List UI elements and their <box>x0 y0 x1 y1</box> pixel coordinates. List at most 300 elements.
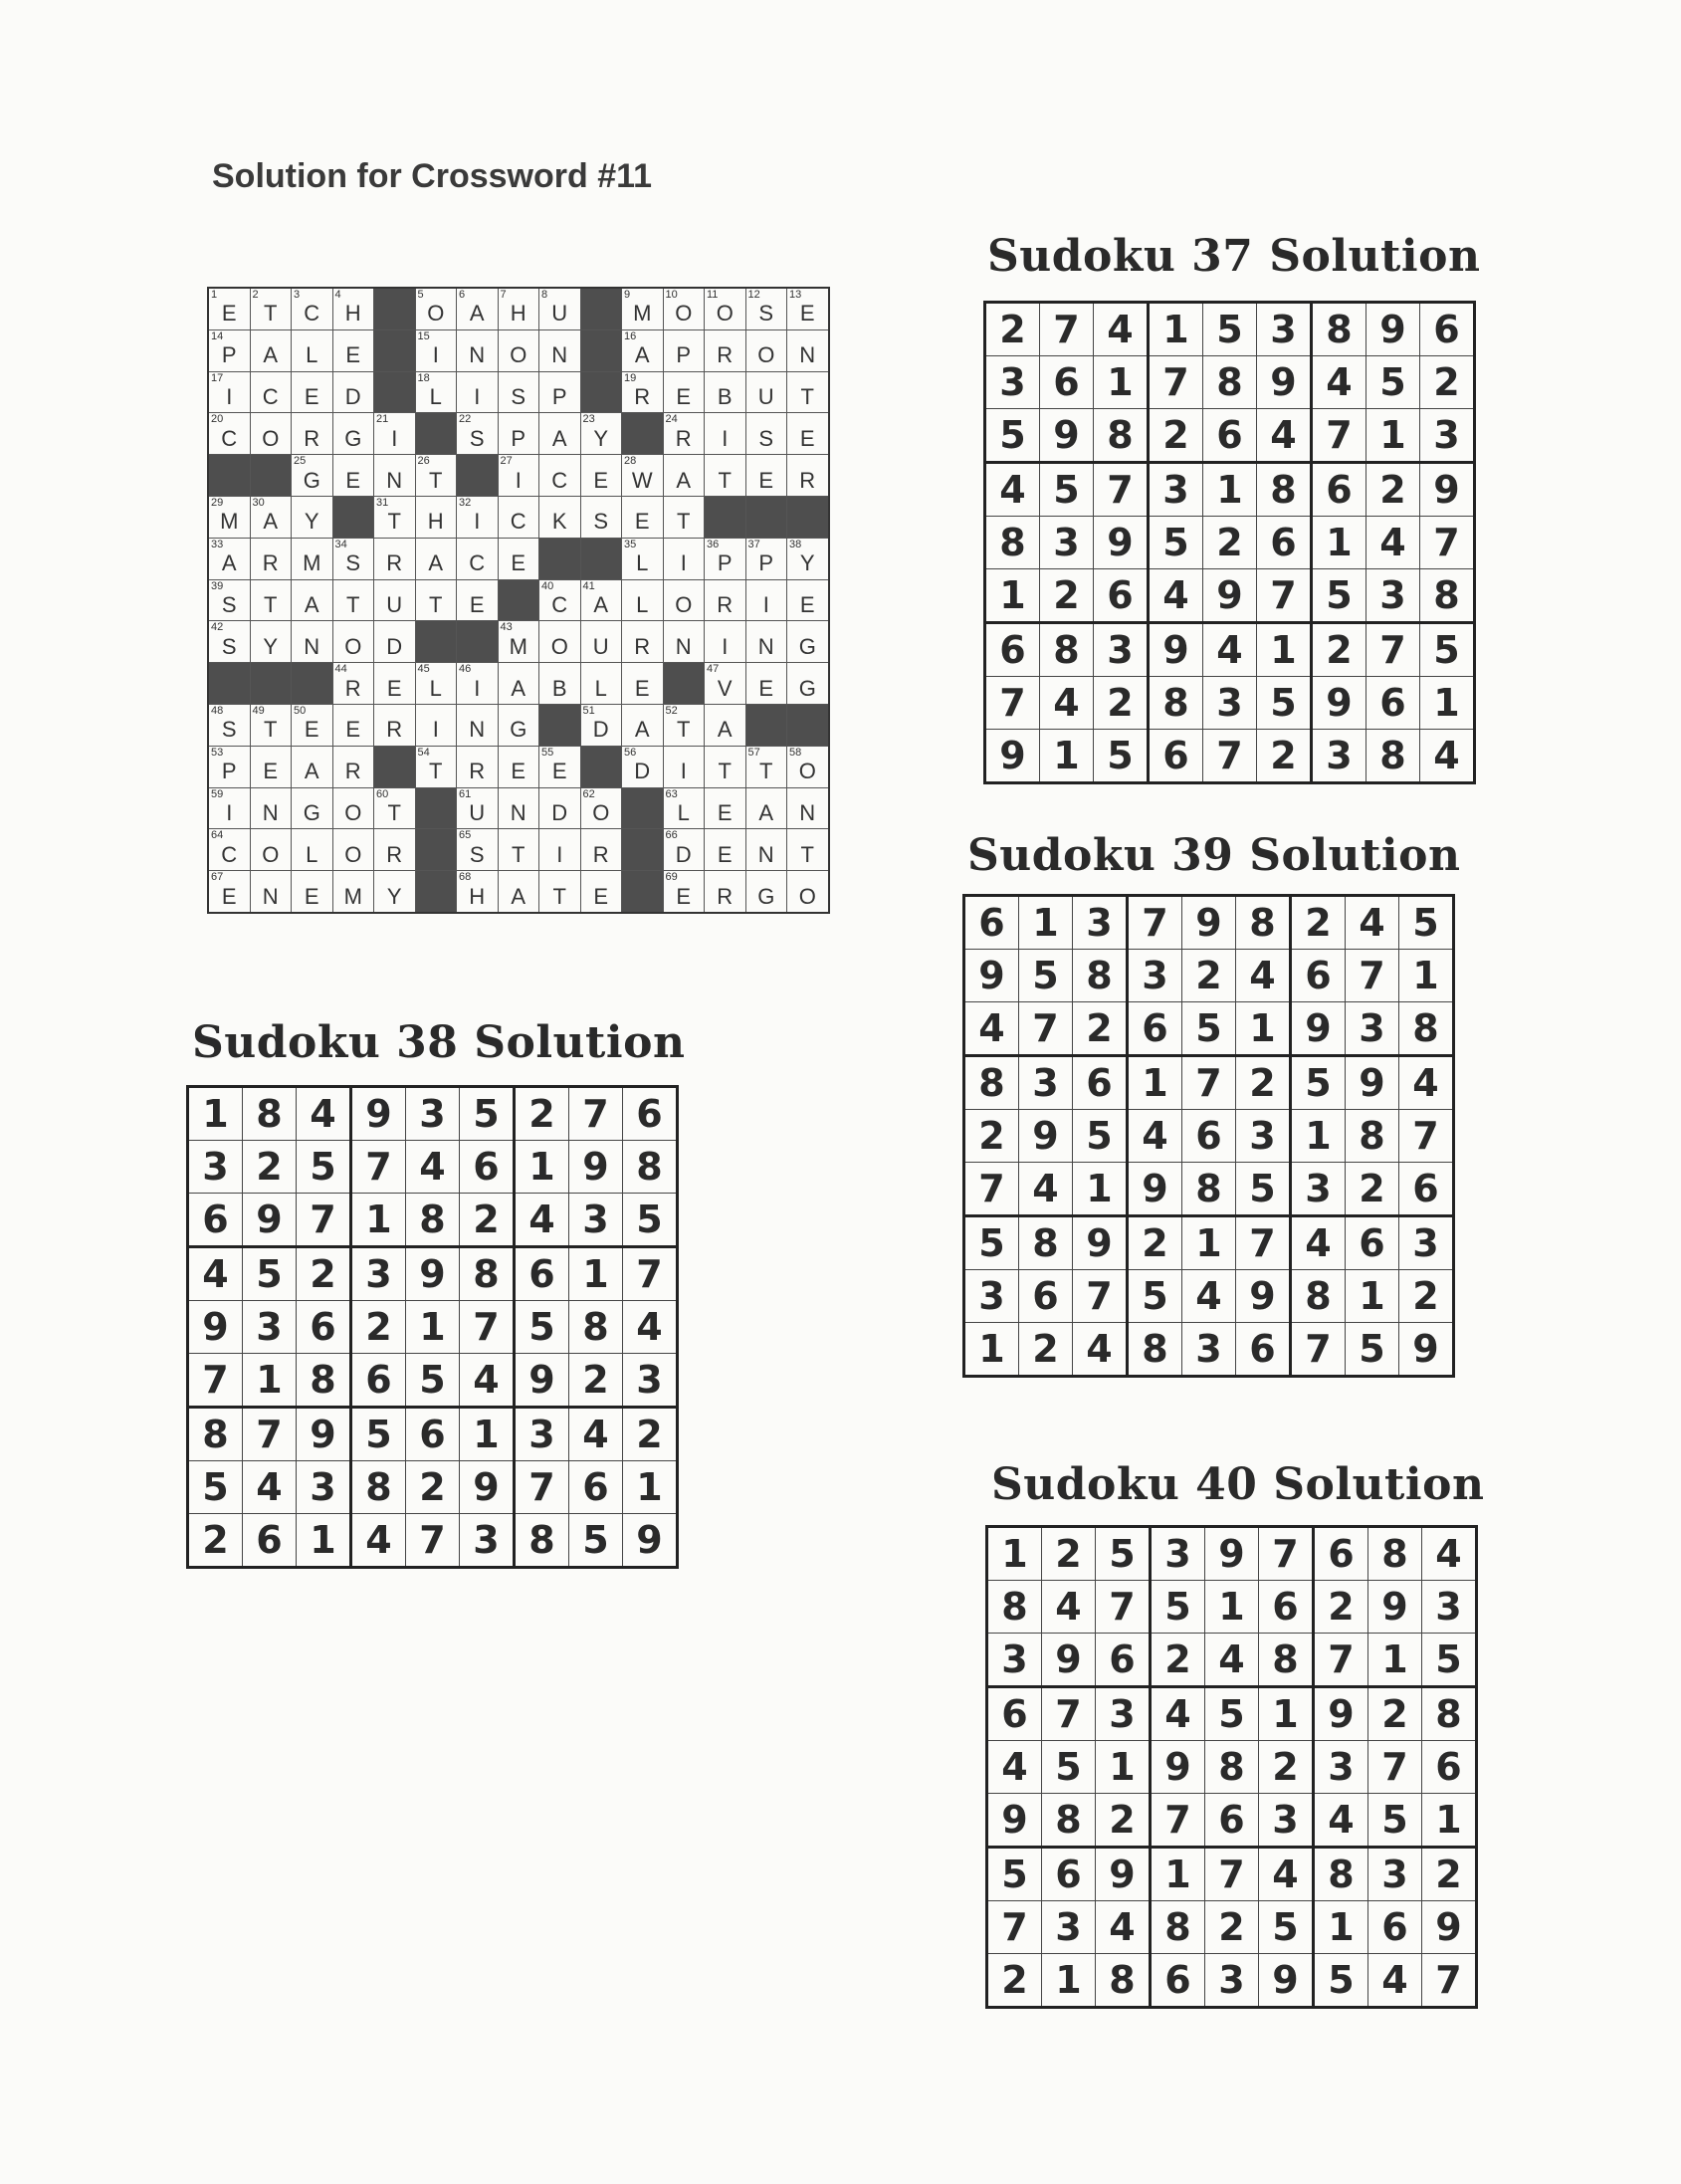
sudoku-row <box>188 1247 678 1301</box>
sudoku-row <box>188 1301 678 1354</box>
sudoku-row <box>188 1141 678 1194</box>
crossword-cell <box>498 329 539 371</box>
sudoku-cell: 4 <box>1019 1163 1073 1216</box>
sudoku-cell: 8 <box>1096 1954 1151 2008</box>
crossword-cell <box>705 371 746 413</box>
crossword-letter: N <box>799 342 816 368</box>
sudoku-cell: 7 <box>1422 1954 1477 2008</box>
sudoku-cell: 8 <box>1420 569 1475 623</box>
sudoku-cell: 8 <box>406 1194 460 1247</box>
crossword-letter: A <box>634 717 650 743</box>
crossword-letter: A <box>511 883 526 909</box>
crossword-cell <box>332 704 374 746</box>
crossword-block <box>208 455 250 497</box>
sudoku-cell: 9 <box>351 1087 406 1141</box>
crossword-letter: R <box>386 717 403 743</box>
crossword-letter: O <box>510 342 527 368</box>
crossword-cell <box>250 413 292 455</box>
crossword-cell <box>787 663 829 705</box>
sudoku-37-title: Sudoku 37 Solution <box>987 231 1481 282</box>
crossword-row <box>208 579 829 621</box>
sudoku-cell: 8 <box>1291 1270 1346 1323</box>
crossword-row <box>208 871 829 913</box>
crossword-clue-number: 9 <box>624 289 631 301</box>
sudoku-cell: 5 <box>1019 950 1073 1002</box>
crossword-cell <box>292 538 333 579</box>
crossword-letter: T <box>387 509 401 535</box>
sudoku-cell: 2 <box>1368 1687 1422 1741</box>
crossword-letter: I <box>722 425 729 451</box>
sudoku-cell: 3 <box>987 1634 1042 1687</box>
crossword-cell <box>745 579 787 621</box>
crossword-cell <box>332 871 374 913</box>
crossword-letter: W <box>631 467 653 493</box>
sudoku-cell: 2 <box>1073 1002 1128 1056</box>
sudoku-cell: 5 <box>243 1247 297 1301</box>
crossword-row <box>208 829 829 871</box>
sudoku-cell: 2 <box>1094 677 1149 730</box>
sudoku-cell: 4 <box>515 1194 569 1247</box>
sudoku-cell: 1 <box>987 1527 1042 1581</box>
sudoku-cell: 8 <box>1257 463 1312 517</box>
sudoku-cell: 7 <box>1312 409 1366 463</box>
sudoku-cell: 2 <box>515 1087 569 1141</box>
crossword-cell <box>539 621 581 663</box>
crossword-letter: E <box>469 591 485 617</box>
sudoku-cell: 7 <box>1420 517 1475 569</box>
crossword-cell <box>208 829 250 871</box>
crossword-letter: L <box>306 342 318 368</box>
crossword-cell <box>705 787 746 829</box>
sudoku-cell: 4 <box>1128 1110 1182 1163</box>
crossword-letter: E <box>717 841 733 867</box>
crossword-letter: E <box>799 425 815 451</box>
sudoku-cell: 1 <box>1314 1901 1368 1954</box>
sudoku-cell: 1 <box>1312 517 1366 569</box>
sudoku-cell: 6 <box>1096 1634 1151 1687</box>
crossword-cell <box>622 663 664 705</box>
crossword-letter: L <box>594 675 607 701</box>
crossword-cell <box>705 538 746 579</box>
sudoku-cell: 9 <box>1096 1848 1151 1901</box>
sudoku-cell: 8 <box>243 1087 297 1141</box>
crossword-cell <box>787 538 829 579</box>
sudoku-cell: 4 <box>1182 1270 1236 1323</box>
sudoku-row <box>987 1634 1477 1687</box>
crossword-block <box>415 621 457 663</box>
crossword-cell <box>498 496 539 538</box>
sudoku-cell: 5 <box>1422 1634 1477 1687</box>
sudoku-cell: 9 <box>297 1408 351 1461</box>
crossword-letter: T <box>718 467 732 493</box>
crossword-cell <box>374 621 416 663</box>
sudoku-cell: 1 <box>351 1194 406 1247</box>
sudoku-cell: 3 <box>1203 677 1257 730</box>
crossword-cell <box>745 455 787 497</box>
crossword-letter: Y <box>386 883 402 909</box>
crossword-cell <box>663 621 705 663</box>
crossword-cell <box>705 579 746 621</box>
crossword-clue-number: 60 <box>376 787 389 800</box>
crossword-cell <box>332 787 374 829</box>
sudoku-cell: 6 <box>569 1461 623 1514</box>
crossword-letter: M <box>303 550 321 576</box>
crossword-row <box>208 371 829 413</box>
sudoku-cell: 5 <box>1420 623 1475 677</box>
sudoku-cell: 8 <box>1312 303 1366 356</box>
sudoku-cell: 1 <box>1040 730 1094 783</box>
crossword-block <box>415 829 457 871</box>
crossword-block <box>292 663 333 705</box>
sudoku-cell: 2 <box>406 1461 460 1514</box>
sudoku-cell: 5 <box>1096 1527 1151 1581</box>
sudoku-cell: 4 <box>1366 517 1420 569</box>
sudoku-row <box>987 1794 1477 1848</box>
crossword-letter: L <box>636 591 649 617</box>
sudoku-cell: 2 <box>1182 950 1236 1002</box>
sudoku-cell: 4 <box>569 1408 623 1461</box>
sudoku-cell: 7 <box>987 1901 1042 1954</box>
crossword-letter: S <box>593 509 609 535</box>
sudoku-cell: 5 <box>515 1301 569 1354</box>
sudoku-cell: 9 <box>1236 1270 1291 1323</box>
crossword-letter: A <box>551 425 567 451</box>
crossword-cell <box>745 538 787 579</box>
sudoku-cell: 7 <box>243 1408 297 1461</box>
sudoku-cell: 7 <box>460 1301 515 1354</box>
crossword-cell <box>457 496 499 538</box>
crossword-clue-number: 15 <box>417 329 430 342</box>
crossword-letter: E <box>221 301 237 327</box>
crossword-cell <box>498 538 539 579</box>
sudoku-cell: 4 <box>1094 303 1149 356</box>
crossword-letter: D <box>634 759 651 784</box>
sudoku-40-grid <box>985 1525 1478 2009</box>
crossword-letter: A <box>717 717 733 743</box>
crossword-letter: P <box>717 550 733 576</box>
sudoku-cell: 2 <box>1257 730 1312 783</box>
sudoku-cell: 7 <box>1042 1687 1096 1741</box>
crossword-clue-number: 59 <box>211 787 224 800</box>
sudoku-cell: 1 <box>964 1323 1019 1377</box>
crossword-cell <box>415 746 457 787</box>
sudoku-cell: 6 <box>188 1194 243 1247</box>
sudoku-cell: 8 <box>1422 1687 1477 1741</box>
crossword-letter: E <box>634 509 650 535</box>
sudoku-row <box>987 1901 1477 1954</box>
crossword-letter: G <box>303 467 320 493</box>
sudoku-cell: 6 <box>623 1087 678 1141</box>
crossword-clue-number: 5 <box>417 289 424 301</box>
crossword-letter: O <box>344 841 362 867</box>
crossword-cell <box>208 787 250 829</box>
sudoku-row <box>188 1354 678 1408</box>
sudoku-cell: 6 <box>1042 1848 1096 1901</box>
sudoku-cell: 6 <box>1205 1794 1259 1848</box>
crossword-cell <box>622 288 664 329</box>
crossword-cell <box>539 329 581 371</box>
sudoku-cell: 3 <box>1312 730 1366 783</box>
crossword-cell <box>250 371 292 413</box>
sudoku-cell: 5 <box>1257 677 1312 730</box>
sudoku-cell: 4 <box>1346 896 1399 950</box>
sudoku-cell: 8 <box>987 1581 1042 1634</box>
crossword-letter: Y <box>799 550 815 576</box>
crossword-letter: N <box>304 633 320 659</box>
sudoku-row <box>985 463 1475 517</box>
crossword-clue-number: 20 <box>211 413 224 426</box>
crossword-letter: E <box>593 467 609 493</box>
crossword-row <box>208 288 829 329</box>
sudoku-cell: 3 <box>1259 1794 1314 1848</box>
crossword-cell <box>415 288 457 329</box>
crossword-cell <box>457 787 499 829</box>
crossword-cell <box>415 538 457 579</box>
sudoku-cell: 4 <box>1314 1794 1368 1848</box>
sudoku-cell: 2 <box>243 1141 297 1194</box>
sudoku-cell: 3 <box>1399 1216 1454 1270</box>
crossword-cell <box>332 829 374 871</box>
sudoku-cell: 2 <box>188 1514 243 1568</box>
sudoku-cell: 2 <box>569 1354 623 1408</box>
sudoku-row <box>987 1741 1477 1794</box>
crossword-cell <box>208 621 250 663</box>
crossword-cell <box>457 538 499 579</box>
crossword-cell <box>332 413 374 455</box>
sudoku-row <box>188 1087 678 1141</box>
crossword-letter: N <box>675 633 692 659</box>
crossword-letter: T <box>512 841 525 867</box>
sudoku-cell: 2 <box>351 1301 406 1354</box>
crossword-cell <box>580 413 622 455</box>
crossword-cell <box>787 455 829 497</box>
crossword-grid <box>207 287 830 914</box>
crossword-cell <box>250 329 292 371</box>
crossword-clue-number: 55 <box>541 746 554 759</box>
sudoku-cell: 7 <box>1073 1270 1128 1323</box>
crossword-cell <box>787 829 829 871</box>
sudoku-cell: 7 <box>1236 1216 1291 1270</box>
crossword-row <box>208 455 829 497</box>
crossword-cell <box>415 663 457 705</box>
crossword-letter: R <box>344 759 361 784</box>
crossword-clue-number: 50 <box>294 704 307 717</box>
sudoku-cell: 8 <box>515 1514 569 1568</box>
crossword-letter: T <box>552 883 566 909</box>
crossword-letter: U <box>757 383 774 409</box>
sudoku-cell: 3 <box>297 1461 351 1514</box>
sudoku-cell: 2 <box>1096 1794 1151 1848</box>
sudoku-cell: 1 <box>985 569 1040 623</box>
sudoku-cell: 9 <box>406 1247 460 1301</box>
crossword-letter: T <box>264 591 278 617</box>
crossword-cell <box>787 329 829 371</box>
sudoku-cell: 8 <box>623 1141 678 1194</box>
crossword-letter: T <box>264 717 278 743</box>
crossword-cell <box>498 371 539 413</box>
crossword-cell <box>787 787 829 829</box>
crossword-row <box>208 538 829 579</box>
crossword-clue-number: 25 <box>294 455 307 468</box>
crossword-clue-number: 27 <box>500 455 513 468</box>
sudoku-row <box>964 1163 1454 1216</box>
crossword-cell <box>745 663 787 705</box>
sudoku-cell: 9 <box>1312 677 1366 730</box>
sudoku-38-title: Sudoku 38 Solution <box>192 1017 686 1068</box>
sudoku-cell: 6 <box>1291 950 1346 1002</box>
crossword-letter: E <box>345 467 361 493</box>
crossword-letter: E <box>676 383 692 409</box>
crossword-letter: E <box>758 467 774 493</box>
sudoku-cell: 2 <box>1128 1216 1182 1270</box>
sudoku-cell: 5 <box>1314 1954 1368 2008</box>
crossword-cell <box>498 746 539 787</box>
sudoku-row <box>985 730 1475 783</box>
crossword-letter: G <box>757 883 775 909</box>
crossword-letter: N <box>799 799 816 825</box>
crossword-cell <box>208 871 250 913</box>
crossword-cell <box>457 413 499 455</box>
crossword-clue-number: 39 <box>211 579 224 592</box>
sudoku-row <box>985 677 1475 730</box>
sudoku-cell: 7 <box>1259 1527 1314 1581</box>
sudoku-cell: 3 <box>515 1408 569 1461</box>
crossword-letter: R <box>304 425 320 451</box>
sudoku-cell: 6 <box>1312 463 1366 517</box>
sudoku-cell: 1 <box>1149 303 1203 356</box>
sudoku-cell: 6 <box>515 1247 569 1301</box>
crossword-letter: E <box>634 675 650 701</box>
crossword-letter: R <box>262 550 279 576</box>
sudoku-row <box>987 1527 1477 1581</box>
crossword-cell <box>292 829 333 871</box>
crossword-letter: A <box>221 550 237 576</box>
sudoku-cell: 9 <box>1094 517 1149 569</box>
sudoku-cell: 4 <box>964 1002 1019 1056</box>
sudoku-cell: 6 <box>1399 1163 1454 1216</box>
sudoku-cell: 4 <box>985 463 1040 517</box>
crossword-row <box>208 329 829 371</box>
crossword-letter: P <box>511 425 526 451</box>
sudoku-row <box>985 409 1475 463</box>
crossword-letter: R <box>344 675 361 701</box>
sudoku-cell: 4 <box>1203 623 1257 677</box>
crossword-clue-number: 56 <box>624 746 637 759</box>
sudoku-cell: 7 <box>1366 623 1420 677</box>
sudoku-cell: 1 <box>297 1514 351 1568</box>
sudoku-cell: 1 <box>1346 1270 1399 1323</box>
sudoku-cell: 8 <box>569 1301 623 1354</box>
crossword-letter: O <box>798 759 816 784</box>
crossword-letter: U <box>386 591 403 617</box>
crossword-cell <box>745 413 787 455</box>
crossword-cell <box>292 787 333 829</box>
crossword-letter: N <box>469 717 486 743</box>
sudoku-cell: 1 <box>515 1141 569 1194</box>
crossword-letter: G <box>798 633 816 659</box>
crossword-letter: I <box>680 550 687 576</box>
sudoku-cell: 2 <box>1422 1848 1477 1901</box>
sudoku-cell: 2 <box>1291 896 1346 950</box>
crossword-letter: S <box>469 425 485 451</box>
crossword-letter: R <box>386 841 403 867</box>
sudoku-cell: 8 <box>1019 1216 1073 1270</box>
sudoku-cell: 9 <box>1259 1954 1314 2008</box>
crossword-letter: S <box>469 841 485 867</box>
sudoku-cell: 7 <box>297 1194 351 1247</box>
sudoku-cell: 6 <box>1259 1581 1314 1634</box>
sudoku-cell: 9 <box>1182 896 1236 950</box>
sudoku-cell: 9 <box>1205 1527 1259 1581</box>
crossword-letter: P <box>221 342 237 368</box>
sudoku-cell: 5 <box>1236 1163 1291 1216</box>
crossword-letter: A <box>758 799 774 825</box>
crossword-block <box>374 371 416 413</box>
sudoku-cell: 1 <box>1182 1216 1236 1270</box>
crossword-letter: R <box>634 383 651 409</box>
crossword-letter: I <box>556 841 563 867</box>
sudoku-cell: 3 <box>1314 1741 1368 1794</box>
crossword-cell <box>332 746 374 787</box>
sudoku-cell: 8 <box>1073 950 1128 1002</box>
crossword-letter: C <box>262 383 279 409</box>
crossword-cell <box>745 787 787 829</box>
crossword-letter: C <box>551 591 568 617</box>
crossword-cell <box>374 538 416 579</box>
sudoku-cell: 1 <box>1019 896 1073 950</box>
sudoku-cell: 8 <box>1203 356 1257 409</box>
crossword-block <box>374 288 416 329</box>
crossword-cell <box>787 288 829 329</box>
crossword-clue-number: 32 <box>459 496 472 509</box>
crossword-cell <box>374 496 416 538</box>
sudoku-cell: 3 <box>1182 1323 1236 1377</box>
crossword-letter: C <box>304 301 320 327</box>
sudoku-cell: 3 <box>1149 463 1203 517</box>
sudoku-cell: 6 <box>1151 1954 1205 2008</box>
sudoku-cell: 7 <box>1399 1110 1454 1163</box>
crossword-cell <box>622 371 664 413</box>
crossword-cell <box>208 538 250 579</box>
sudoku-cell: 5 <box>1182 1002 1236 1056</box>
sudoku-cell: 7 <box>1096 1581 1151 1634</box>
crossword-letter: O <box>262 841 280 867</box>
crossword-clue-number: 8 <box>541 289 548 301</box>
crossword-clue-number: 57 <box>747 746 760 759</box>
crossword-cell <box>705 288 746 329</box>
crossword-cell <box>498 787 539 829</box>
sudoku-cell: 2 <box>1236 1056 1291 1110</box>
crossword-cell <box>374 455 416 497</box>
crossword-letter: E <box>676 883 692 909</box>
sudoku-cell: 2 <box>987 1954 1042 2008</box>
crossword-clue-number: 29 <box>211 496 224 509</box>
sudoku-cell: 4 <box>1040 677 1094 730</box>
crossword-letter: T <box>429 759 443 784</box>
crossword-cell <box>663 787 705 829</box>
sudoku-cell: 5 <box>1094 730 1149 783</box>
crossword-cell <box>457 746 499 787</box>
sudoku-cell: 2 <box>1314 1581 1368 1634</box>
crossword-cell <box>787 871 829 913</box>
sudoku-cell: 3 <box>1420 409 1475 463</box>
crossword-clue-number: 45 <box>417 663 430 676</box>
sudoku-cell: 4 <box>1042 1581 1096 1634</box>
sudoku-cell: 3 <box>406 1087 460 1141</box>
sudoku-cell: 1 <box>1399 950 1454 1002</box>
crossword-cell <box>374 413 416 455</box>
crossword-letter: H <box>344 301 361 327</box>
